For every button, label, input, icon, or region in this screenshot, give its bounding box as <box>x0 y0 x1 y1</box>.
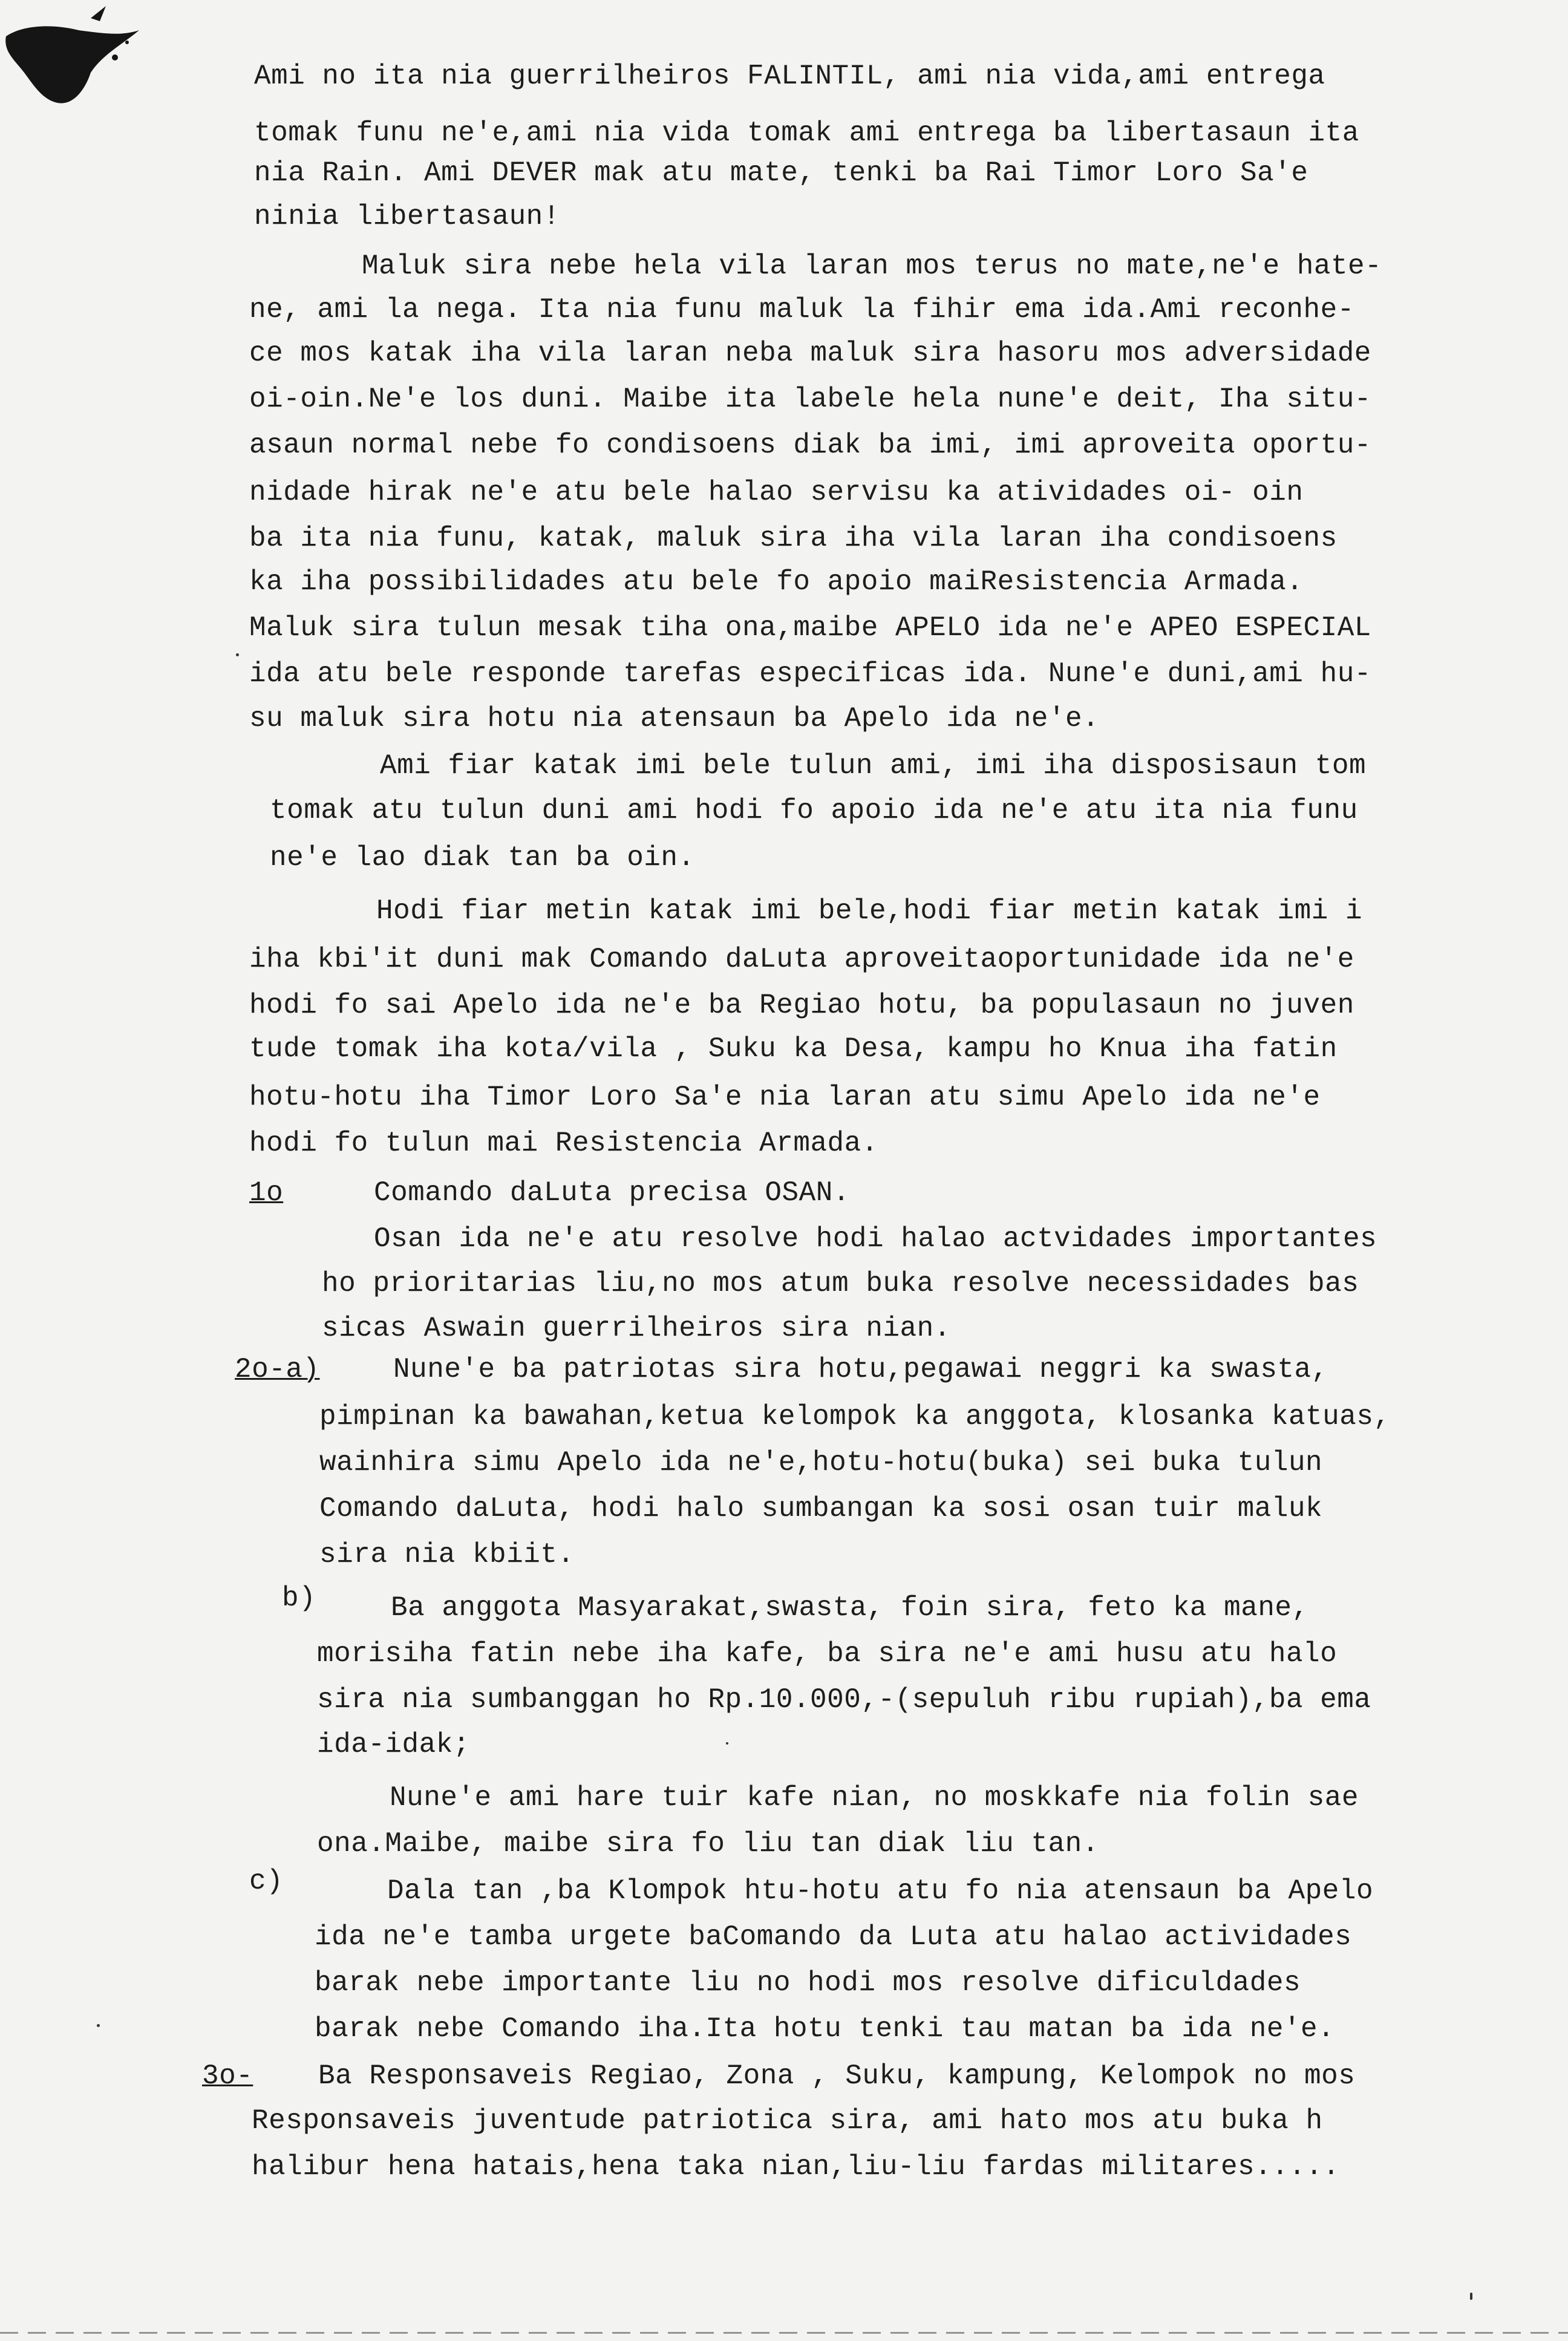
text-line: Ba Responsaveis Regiao, Zona , Suku, kampung, Kelompok no mos <box>318 2060 1356 2092</box>
text-line: Nune'e ami hare tuir kafe nian, no moskkafe nia folin sae <box>390 1782 1359 1814</box>
text-line: hodi fo tulun mai Resistencia Armada. <box>249 1128 878 1159</box>
page-bottom-rule <box>0 2332 1568 2334</box>
text-line: hodi fo sai Apelo ida ne'e ba Regiao hotu, ba populasaun no juven <box>249 990 1354 1021</box>
text-line: Responsaveis juventude patriotica sira, ami hato mos atu buka h <box>252 2105 1323 2137</box>
text-line: Ami fiar katak imi bele tulun ami, imi iha disposisaun tom <box>380 750 1367 782</box>
text-line: hotu-hotu iha Timor Loro Sa'e nia laran atu simu Apelo ida ne'e <box>249 1082 1321 1113</box>
text-line: ninia libertasaun! <box>254 201 560 232</box>
text-line: ce mos katak iha vila laran neba maluk sira hasoru mos adversidade <box>249 338 1371 369</box>
text-line: tude tomak iha kota/vila , Suku ka Desa, kampu ho Knua iha fatin <box>249 1033 1338 1065</box>
item-3-marker: 3o- <box>202 2060 253 2092</box>
item-1-marker: 1o <box>249 1177 284 1209</box>
text-line: Nune'e ba patriotas sira hotu,pegawai neggri ka swasta, <box>393 1354 1328 1385</box>
text-line: ida ne'e tamba urgete baComando da Luta atu halao actividades <box>315 1921 1352 1953</box>
item-2c-marker: c) <box>249 1866 284 1897</box>
text-line: Dala tan ,ba Klompok htu-hotu atu fo nia atensaun ba Apelo <box>387 1875 1374 1907</box>
ink-blot-mark <box>0 0 145 121</box>
text-line: iha kbi'it duni mak Comando daLuta aproveitaoportunidade ida ne'e <box>249 944 1354 975</box>
text-line: tomak atu tulun duni ami hodi fo apoio ida ne'e atu ita nia funu <box>270 795 1358 826</box>
text-line: nidade hirak ne'e atu bele halao servisu ka atividades oi- oin <box>249 477 1304 508</box>
text-line: ida-idak; <box>317 1729 470 1760</box>
item-1-heading: Comando daLuta precisa OSAN. <box>374 1177 850 1209</box>
text-line: Hodi fiar metin katak imi bele,hodi fiar metin katak imi i <box>376 895 1363 927</box>
text-line: Osan ida ne'e atu resolve hodi halao actvidades importantes <box>374 1223 1377 1255</box>
text-line: wainhira simu Apelo ida ne'e,hotu-hotu(buka) sei buka tulun <box>319 1447 1323 1478</box>
text-line: sira nia kbiit. <box>319 1539 575 1570</box>
text-line: Ba anggota Masyarakat,swasta, foin sira, feto ka mane, <box>391 1592 1309 1624</box>
item-2a-marker: 2o-a) <box>235 1354 320 1385</box>
text-line: Maluk sira tulun mesak tiha ona,maibe APELO ida ne'e APEO ESPECIAL <box>249 612 1371 644</box>
text-line: su maluk sira hotu nia atensaun ba Apelo ida ne'e. <box>249 703 1100 734</box>
text-line: ho prioritarias liu,no mos atum buka resolve necessidades bas <box>322 1268 1359 1299</box>
ink-speck <box>726 1742 728 1745</box>
text-line: Maluk sira nebe hela vila laran mos terus no mate,ne'e hate- <box>362 250 1382 282</box>
text-line: ba ita nia funu, katak, maluk sira iha vila laran iha condisoens <box>249 523 1338 554</box>
text-line: Ami no ita nia guerrilheiros FALINTIL, ami nia vida,ami entrega <box>254 60 1325 92</box>
text-line: ne'e lao diak tan ba oin. <box>270 842 695 873</box>
text-line: ona.Maibe, maibe sira fo liu tan diak liu tan. <box>317 1828 1099 1859</box>
text-line: pimpinan ka bawahan,ketua kelompok ka anggota, klosanka katuas, <box>319 1401 1391 1432</box>
text-line: barak nebe importante liu no hodi mos resolve dificuldades <box>315 1967 1301 1999</box>
text-line: asaun normal nebe fo condisoens diak ba imi, imi aproveita oportu- <box>249 429 1371 461</box>
text-line: oi-oin.Ne'e los duni. Maibe ita labele hela nune'e deit, Iha situ- <box>249 384 1371 415</box>
text-line: nia Rain. Ami DEVER mak atu mate, tenki ba Rai Timor Loro Sa'e <box>254 157 1308 189</box>
item-2b-marker: b) <box>282 1582 316 1614</box>
text-line: sicas Aswain guerrilheiros sira nian. <box>322 1313 951 1344</box>
text-line: ne, ami la nega. Ita nia funu maluk la fihir ema ida.Ami reconhe- <box>249 294 1354 325</box>
text-line: ida atu bele responde tarefas especificas ida. Nune'e duni,ami hu- <box>249 658 1371 690</box>
ink-speck <box>97 2024 100 2027</box>
text-line: ka iha possibilidades atu bele fo apoio maiResistencia Armada. <box>249 566 1304 598</box>
text-line: barak nebe Comando iha.Ita hotu tenki tau matan ba ida ne'e. <box>315 2013 1335 2045</box>
text-line: halibur hena hatais,hena taka nian,liu-liu fardas militares..... <box>252 2151 1340 2183</box>
ink-speck <box>236 653 239 656</box>
text-line: Comando daLuta, hodi halo sumbangan ka sosi osan tuir maluk <box>319 1493 1323 1524</box>
text-line: morisiha fatin nebe iha kafe, ba sira ne'e ami husu atu halo <box>317 1638 1338 1670</box>
ink-speck <box>1470 2293 1472 2300</box>
text-line: tomak funu ne'e,ami nia vida tomak ami entrega ba libertasaun ita <box>254 117 1359 149</box>
text-line: sira nia sumbanggan ho Rp.10.000,-(sepuluh ribu rupiah),ba ema <box>317 1684 1371 1716</box>
